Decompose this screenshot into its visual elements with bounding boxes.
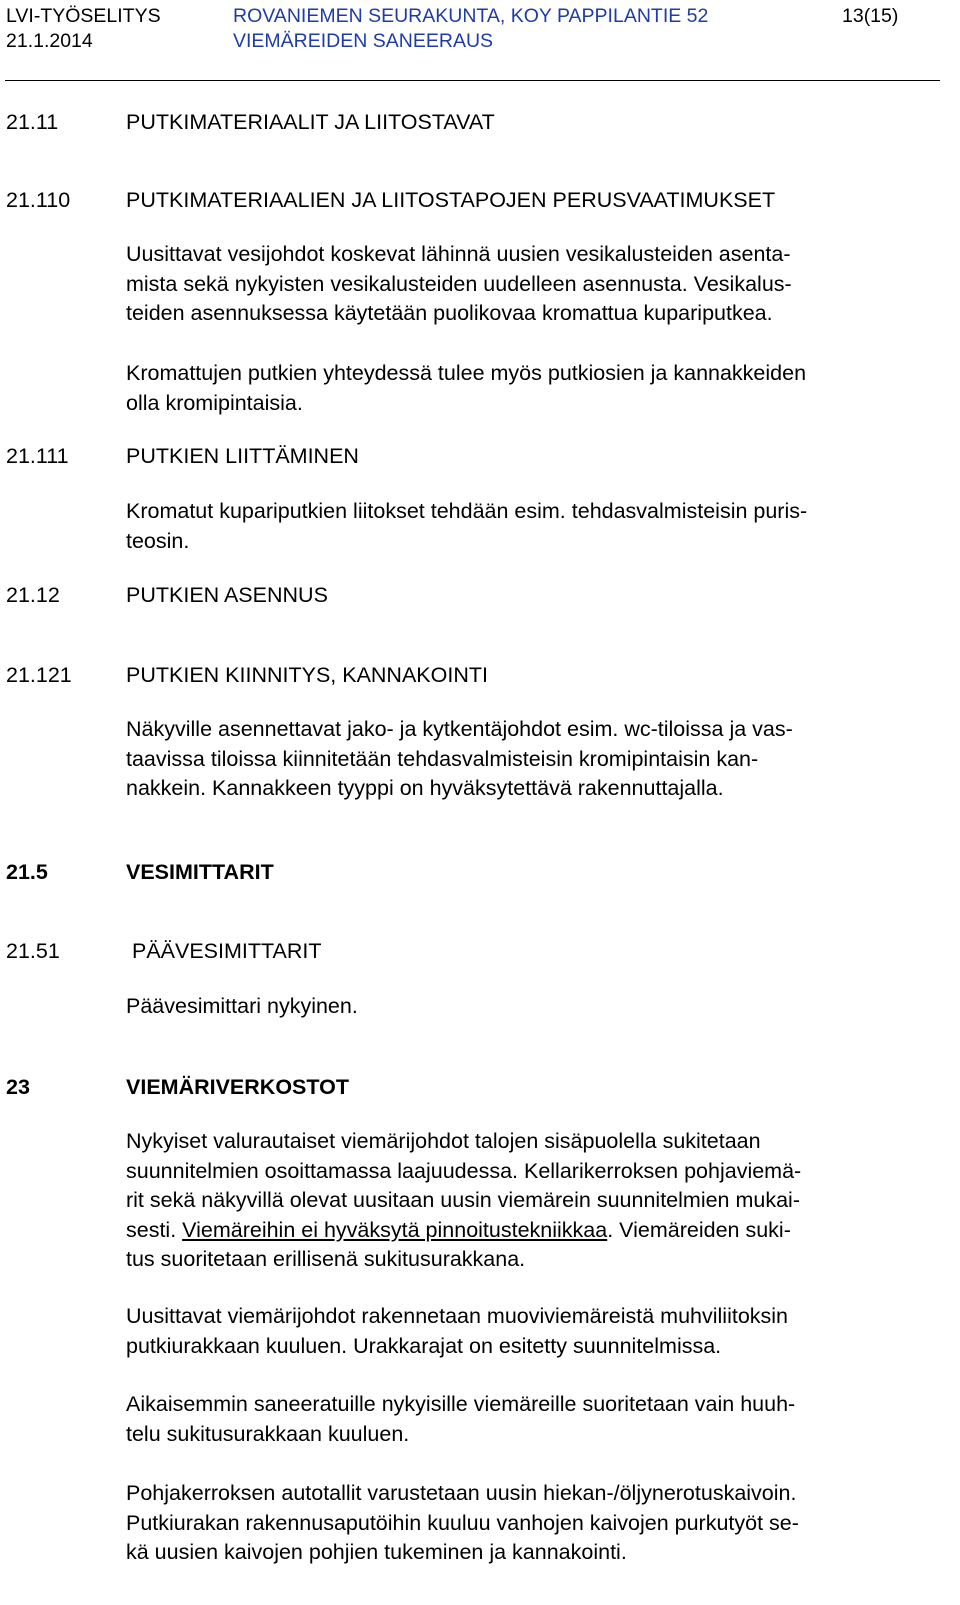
text-line: kä uusien kaivojen pohjien tukeminen ja kannakointi.: [126, 1540, 627, 1564]
text-line: teiden asennuksessa käytetään puolikovaa kromattua kupariputkea.: [126, 301, 773, 325]
paragraph: [126, 359, 936, 418]
paragraph: [126, 1479, 936, 1568]
text-line: telu sukitusurakkaan kuuluen.: [126, 1421, 410, 1446]
text-line: rit sekä näkyvillä olevat uusitaan uusin viemärein suunnitelmien mukai-: [126, 1188, 800, 1212]
paragraph: [126, 1390, 936, 1449]
text-line: taavissa tiloissa kiinnitetään tehdasvalmisteisin kromipintaisin kan-: [126, 746, 759, 771]
section-title: VIEMÄRIVERKOSTOT: [126, 1075, 349, 1099]
text-line: Nykyiset valurautaiset viemärijohdot talojen sisäpuolella sukitetaan: [126, 1129, 761, 1153]
text-line: Näkyville asennettavat jako- ja kytkentäjohdot esim. wc-tiloissa ja vas-: [126, 717, 793, 741]
header-page-number: 13(15): [842, 5, 899, 27]
text-line: olla kromipintaisia.: [126, 390, 303, 415]
section-title: PÄÄVESIMITTARIT: [126, 939, 322, 963]
text-line: Aikaisemmin saneeratuille nykyisille viemäreille suoritetaan vain huuh-: [126, 1392, 796, 1416]
text-line: suunnitelmien osoittamassa laajuudessa. Kellarikerroksen pohjaviemä-: [126, 1158, 802, 1183]
header-project: ROVANIEMEN SEURAKUNTA, KOY PAPPILANTIE 52: [233, 5, 709, 27]
text-line: teosin.: [126, 528, 190, 553]
text-line: tus suoritetaan erillisenä sukitusurakkana.: [126, 1247, 526, 1271]
section-title: PUTKIEN LIITTÄMINEN: [126, 444, 359, 468]
header-date: 21.1.2014: [6, 30, 93, 52]
header-subject: VIEMÄREIDEN SANEERAUS: [233, 30, 494, 52]
paragraph: [126, 1127, 936, 1275]
paragraph: [126, 715, 936, 804]
section-title: PUTKIMATERIAALIT JA LIITOSTAVAT: [126, 110, 495, 134]
section-number: 21.51: [6, 939, 60, 963]
text-segment: sesti.: [126, 1217, 183, 1242]
text-line: Päävesimittari nykyinen.: [126, 994, 358, 1018]
section-number: 21.111: [6, 444, 69, 468]
header-divider: [5, 80, 940, 81]
section-title: PUTKIEN KIINNITYS, KANNAKOINTI: [126, 663, 488, 687]
section-number: 21.121: [6, 663, 72, 687]
paragraph: [126, 240, 936, 329]
text-line: putkiurakkaan kuuluen. Urakkarajat on esitetty suunnitelmissa.: [126, 1333, 722, 1358]
section-number: 21.5: [6, 860, 48, 884]
paragraph: [126, 992, 936, 1022]
paragraph: [126, 497, 936, 556]
text-line: Kromattujen putkien yhteydessä tulee myös putkiosien ja kannakkeiden: [126, 361, 807, 385]
text-line: Uusittavat viemärijohdot rakennetaan muoviviemäreistä muhviliitoksin: [126, 1304, 789, 1328]
text-segment: . Viemäreiden suki-: [607, 1217, 791, 1242]
underlined-requirement: Viemäreihin ei hyväksytä pinnoitustekniikkaa: [182, 1217, 608, 1242]
text-line: nakkein. Kannakkeen tyyppi on hyväksytettävä rakennuttajalla.: [126, 776, 724, 800]
text-line: Pohjakerroksen autotallit varustetaan uusin hiekan-/öljynerotuskaivoin.: [126, 1481, 797, 1505]
header-doc-type: LVI-TYÖSELITYS: [6, 5, 161, 27]
section-number: 21.12: [6, 583, 60, 607]
text-line: Uusittavat vesijohdot koskevat lähinnä uusien vesikalusteiden asenta-: [126, 242, 791, 266]
section-title: PUTKIEN ASENNUS: [126, 583, 328, 607]
section-title: PUTKIMATERIAALIEN JA LIITOSTAPOJEN PERUSVAATIMUKSET: [126, 188, 776, 212]
text-line: Kromatut kupariputkien liitokset tehdään esim. tehdasvalmisteisin puris-: [126, 499, 808, 523]
section-number: 23: [6, 1075, 30, 1099]
text-line: mista sekä nykyisten vesikalusteiden uudelleen asennusta. Vesikalus-: [126, 271, 792, 296]
text-line: Putkiurakan rakennusaputöihin kuuluu vanhojen kaivojen purkutyöt se-: [126, 1510, 799, 1535]
section-number: 21.110: [6, 188, 71, 212]
paragraph: [126, 1302, 936, 1361]
section-title: VESIMITTARIT: [126, 860, 274, 884]
text-line: [126, 1216, 936, 1246]
section-number: 21.11: [6, 110, 59, 134]
